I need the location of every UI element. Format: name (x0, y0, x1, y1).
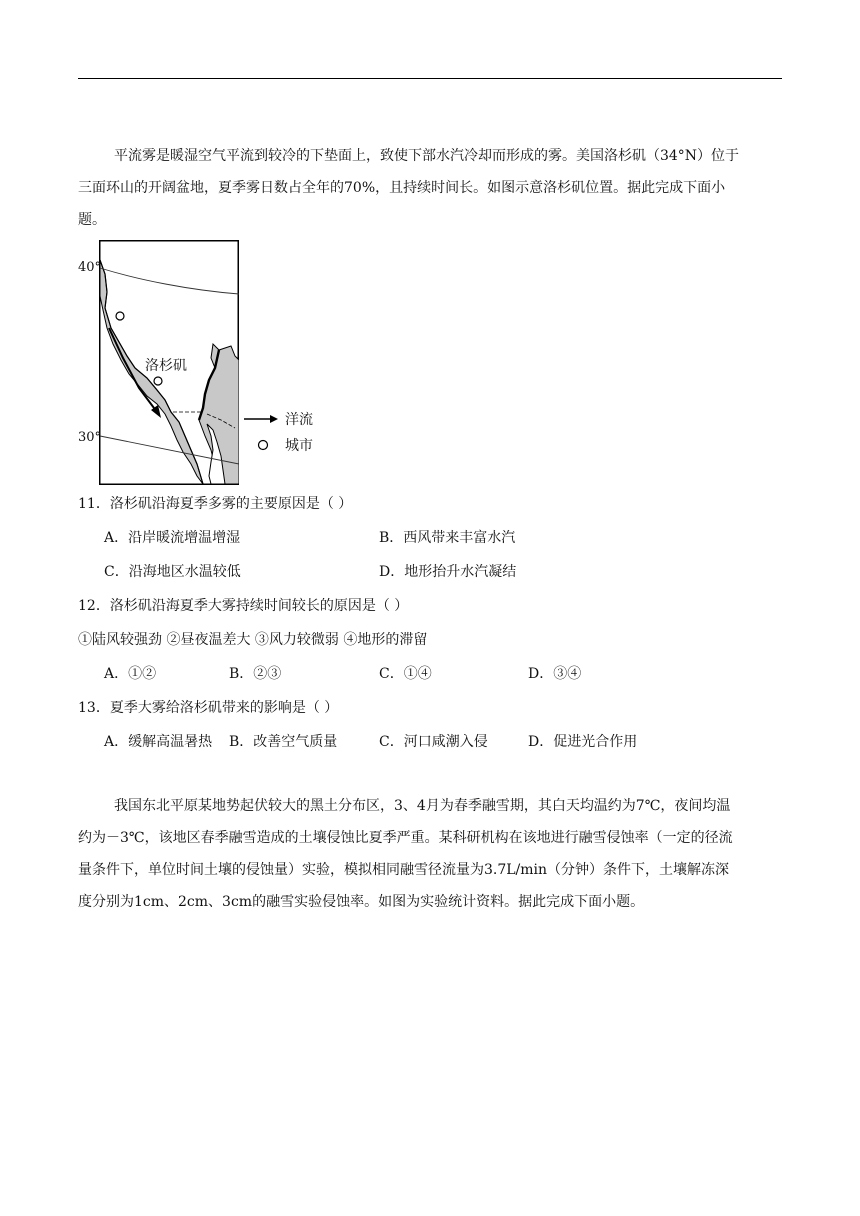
latitude-label-30: 30° (78, 430, 102, 445)
passage-1-line-2: 三面环山的开阔盆地，夏季雾日数占全年的70%，且持续时间长。如图示意洛杉矶位置。据此完成下面小 (78, 180, 726, 196)
q11-option-b[interactable]: B．西风带来丰富水汽 (379, 530, 516, 546)
city-marker-los-angeles (154, 377, 162, 385)
passage-2-line-4: 度分别为1cm、2cm、3cm的融雪实验侵蚀率。如图为实验统计资料。据此完成下面小题。 (78, 894, 645, 910)
q12-statements: ①陆风较强劲 ②昼夜温差大 ③风力较微弱 ④地形的滞留 (78, 632, 428, 648)
legend-current-arrow-icon (244, 412, 280, 426)
q12-stem: 12．洛杉矶沿海夏季大雾持续时间较长的原因是（ ） (78, 598, 409, 614)
city-label-los-angeles: 洛杉矶 (145, 358, 187, 374)
city-marker-north (116, 312, 124, 320)
header-rule (78, 78, 782, 79)
q12-option-c[interactable]: C．①④ (379, 666, 432, 682)
q13-option-a[interactable]: A．缓解高温暑热 (104, 734, 213, 750)
q13-option-b[interactable]: B．改善空气质量 (229, 734, 338, 750)
passage-1-line-1: 平流雾是暖湿空气平流到较冷的下垫面上，致使下部水汽冷却而形成的雾。美国洛杉矶（34°N）位于 (114, 148, 740, 164)
legend-city-icon (256, 438, 270, 452)
q12-option-b[interactable]: B．②③ (229, 666, 282, 682)
latitude-label-40: 40° (78, 260, 102, 275)
legend-current-label: 洋流 (285, 412, 313, 428)
q11-option-a[interactable]: A．沿岸暖流增温增湿 (104, 530, 241, 546)
legend-city-label: 城市 (285, 438, 313, 454)
q12-option-d[interactable]: D．③④ (528, 666, 582, 682)
q11-option-c[interactable]: C．沿海地区水温较低 (104, 564, 241, 580)
q12-option-a[interactable]: A．①② (104, 666, 157, 682)
q13-option-d[interactable]: D．促进光合作用 (528, 734, 638, 750)
q11-option-d[interactable]: D．地形抬升水汽凝结 (379, 564, 517, 580)
q13-option-c[interactable]: C．河口咸潮入侵 (379, 734, 488, 750)
passage-2 (78, 790, 782, 918)
passage-2-line-1: 我国东北平原某地势起伏较大的黑土分布区，3、4月为春季融雪期，其白天均温约为7℃，夜间均温 (114, 798, 731, 814)
q11-stem: 11．洛杉矶沿海夏季多雾的主要原因是（ ） (78, 496, 353, 512)
passage-1-line-3: 题。 (78, 212, 106, 228)
passage-1 (78, 140, 782, 236)
passage-2-line-2: 约为－3℃，该地区春季融雪造成的土壤侵蚀比夏季严重。某科研机构在该地进行融雪侵蚀率（一定的径流 (78, 830, 733, 846)
q13-stem: 13．夏季大雾给洛杉矶带来的影响是（ ） (78, 700, 339, 716)
passage-2-line-3: 量条件下，单位时间土壤的侵蚀量）实验，模拟相同融雪径流量为3.7L/min（分钟）条件下，土壤解冻深 (78, 862, 730, 878)
